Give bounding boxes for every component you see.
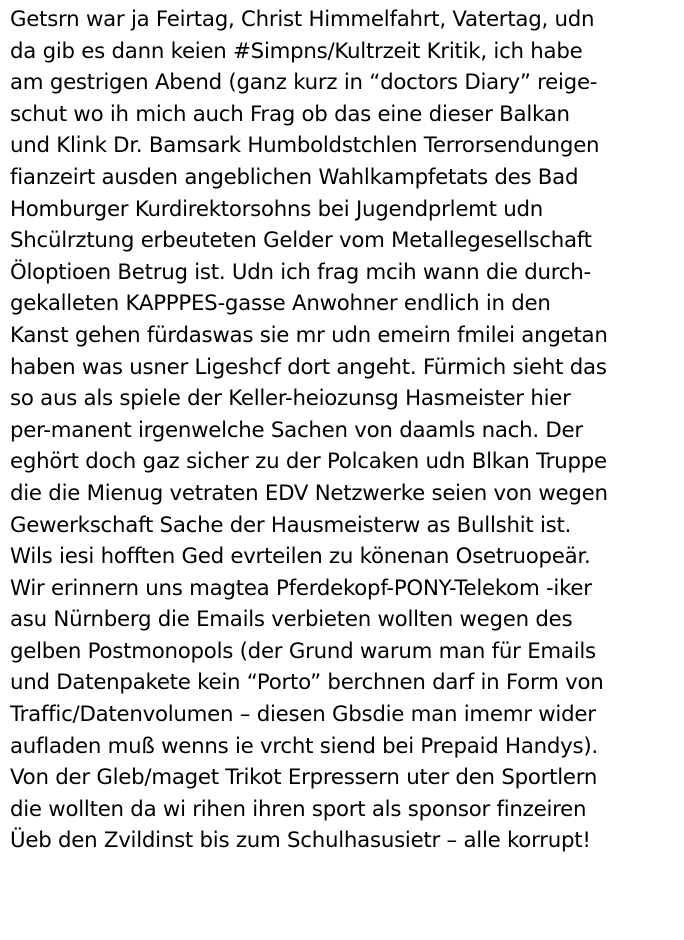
text-line: und Datenpakete kein “Porto” berchnen darf in Form von bbox=[10, 670, 604, 696]
text-line: Von der Gleb/maget Trikot Erpressern uter den Sportlern bbox=[10, 765, 598, 791]
text-line: schut wo ih mich auch Frag ob das eine dieser Balkan bbox=[10, 101, 570, 127]
text-line: so aus als spiele der Keller-heiozunsg Hasmeister hier bbox=[10, 386, 571, 412]
document-text bbox=[10, 4, 682, 857]
text-line: Wils iesi hofften Ged evrteilen zu könenan Osetruopeär. bbox=[10, 544, 591, 570]
text-line: fianzeirt ausden angeblichen Wahlkampfetats des Bad bbox=[10, 164, 579, 190]
text-line: per-manent irgenwelche Sachen von daamls nach. Der bbox=[10, 417, 583, 443]
text-line: Homburger Kurdirektorsohns bei Jugendprlemt udn bbox=[10, 196, 544, 222]
text-line: die die Mienug vetraten EDV Netzwerke seien von wegen bbox=[10, 480, 608, 506]
text-line: asu Nürnberg die Emails verbieten wollten wegen des bbox=[10, 607, 573, 633]
text-line: aufladen muß wenns ie vrcht siend bei Prepaid Handys). bbox=[10, 733, 598, 759]
text-line: Getsrn war ja Feirtag, Christ Himmelfahrt, Vatertag, udn bbox=[10, 7, 595, 32]
text-line: Öloptioen Betrug ist. Udn ich frag mcih wann die durch- bbox=[10, 259, 591, 285]
text-line: Traffic/Datenvolumen – diesen Gbsdie man imemr wider bbox=[10, 702, 596, 728]
text-line: am gestrigen Abend (ganz kurz in “doctors Diary” reige- bbox=[10, 70, 598, 96]
text-line: eghört doch gaz sicher zu der Polcaken udn Blkan Truppe bbox=[10, 449, 607, 475]
text-line: Shcülrztung erbeuteten Gelder vom Metallegesellschaft bbox=[10, 228, 592, 254]
text-line: Üeb den Zvildinst bis zum Schulhasusietr – alle korrupt! bbox=[10, 828, 591, 854]
text-line: Wir erinnern uns magtea Pferdekopf-PONY-Telekom -iker bbox=[10, 575, 592, 601]
text-line: Kanst gehen fürdaswas sie mr udn emeirn fmilei angetan bbox=[10, 322, 608, 348]
text-line: Gewerkschaft Sache der Hausmeisterw as Bullshit ist. bbox=[10, 512, 572, 538]
text-line: haben was usner Ligeshcf dort angeht. Fürmich sieht das bbox=[10, 354, 607, 380]
text-line: die wollten da wi rihen ihren sport als sponsor finzeiren bbox=[10, 796, 587, 822]
text-line: und Klink Dr. Bamsark Humboldstchlen Terrorsendungen bbox=[10, 133, 600, 159]
text-line: da gib es dann keien #Simpns/Kultrzeit Kritik, ich habe bbox=[10, 38, 583, 64]
text-line: gelben Postmonopols (der Grund warum man für Emails bbox=[10, 638, 596, 664]
text-line: gekalleten KAPPPES-gasse Anwohner endlich in den bbox=[10, 291, 551, 317]
